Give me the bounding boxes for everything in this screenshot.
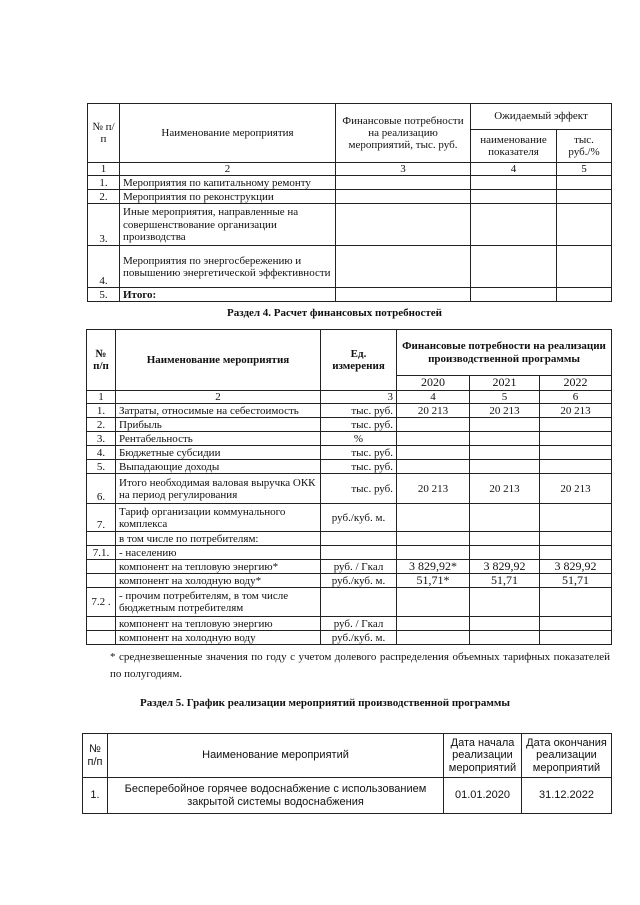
value-2021: 51,71 — [470, 574, 540, 588]
col-number: 4 — [471, 163, 557, 176]
schedule-table — [82, 733, 612, 814]
row-name: Мероприятия по энергосбережению и повышению энергетической эффективности — [120, 246, 336, 288]
value-2022 — [540, 504, 612, 532]
row-name: в том числе по потребителям: — [116, 532, 321, 546]
value-2022 — [540, 631, 612, 645]
value-2020 — [397, 418, 470, 432]
value-2021 — [470, 418, 540, 432]
value-2022 — [540, 546, 612, 560]
row-unit: тыс. руб. — [321, 460, 397, 474]
table-row — [87, 474, 612, 504]
year-header: 2021 — [470, 376, 540, 391]
value-2020: 51,71* — [397, 574, 470, 588]
col-header-num: № п/п — [88, 104, 120, 163]
value-2022: 20 213 — [540, 404, 612, 418]
value-2021 — [470, 532, 540, 546]
value-2021: 20 213 — [470, 474, 540, 504]
row-name: компонент на холодную воду — [116, 631, 321, 645]
year-header: 2022 — [540, 376, 612, 391]
row-name: Тариф организации коммунального комплекса — [116, 504, 321, 532]
col-header-name: Наименование мероприятия — [120, 104, 336, 163]
value-2022 — [540, 532, 612, 546]
col-header-name: Наименование мероприятия — [116, 330, 321, 391]
row-name: Прибыль — [116, 418, 321, 432]
row-name: Затраты, относимые на себестоимость — [116, 404, 321, 418]
row-number — [87, 560, 116, 574]
value-2021: 20 213 — [470, 404, 540, 418]
row-unit: руб. / Гкал — [321, 617, 397, 631]
value-2020 — [397, 504, 470, 532]
table-row — [87, 432, 612, 446]
value-2021 — [470, 546, 540, 560]
row-name: компонент на тепловую энергию — [116, 617, 321, 631]
row-number: 2. — [87, 418, 116, 432]
table-row — [88, 176, 612, 190]
row-name: компонент на тепловую энергию* — [116, 560, 321, 574]
row-unit: тыс. руб. — [321, 446, 397, 460]
end-date: 31.12.2022 — [522, 778, 612, 814]
table-row — [87, 446, 612, 460]
row-number: 7.2 . — [87, 588, 116, 617]
row-name: Итого необходимая валовая выручка ОКК на период регулирования — [116, 474, 321, 504]
table-row — [87, 574, 612, 588]
value-2020 — [397, 617, 470, 631]
row-number: 2. — [88, 190, 120, 204]
row-number: 4. — [87, 446, 116, 460]
col-number: 2 — [120, 163, 336, 176]
row-number — [87, 617, 116, 631]
col-number: 2 — [116, 391, 321, 404]
row-name: - населению — [116, 546, 321, 560]
row-name: Иные мероприятия, направленные на совершенствование организации производства — [120, 204, 336, 246]
footnote: * среднезвешенные значения по году с учетом долевого распределения объемных тарифных показателей по полугодиям. — [110, 651, 610, 680]
value-2020 — [397, 446, 470, 460]
row-name: Рентабельность — [116, 432, 321, 446]
value-2020: 20 213 — [397, 404, 470, 418]
value-2020 — [397, 460, 470, 474]
row-name: Выпадающие доходы — [116, 460, 321, 474]
value-2020 — [397, 432, 470, 446]
table-row — [87, 631, 612, 645]
value-2020: 3 829,92* — [397, 560, 470, 574]
row-number: 1. — [87, 404, 116, 418]
value-2020 — [397, 588, 470, 617]
row-unit: тыс. руб. — [321, 474, 397, 504]
value-2020 — [397, 631, 470, 645]
row-unit: % — [321, 432, 397, 446]
value-2021 — [470, 617, 540, 631]
row-number: 6. — [87, 474, 116, 504]
col-header-unit: тыс. руб./% — [557, 130, 612, 163]
table-row — [87, 504, 612, 532]
section-5-title: Раздел 5. График реализации мероприятий производственной программы — [140, 697, 510, 709]
value-2022 — [540, 460, 612, 474]
row-unit — [321, 588, 397, 617]
row-number — [87, 532, 116, 546]
row-number: 7.1. — [87, 546, 116, 560]
table-row — [87, 546, 612, 560]
value-2022: 20 213 — [540, 474, 612, 504]
row-unit: руб./куб. м. — [321, 504, 397, 532]
table-row — [83, 778, 612, 814]
col-number: 1 — [88, 163, 120, 176]
value-2021 — [470, 504, 540, 532]
col-header-fin: Финансовые потребности на реализации производственной программы — [397, 330, 612, 376]
row-number: 1. — [88, 176, 120, 190]
section-4-title: Раздел 4. Расчет финансовых потребностей — [227, 307, 443, 319]
table-row — [87, 560, 612, 574]
financial-needs-table — [86, 329, 612, 645]
value-2021 — [470, 460, 540, 474]
row-number — [87, 631, 116, 645]
value-2022: 3 829,92 — [540, 560, 612, 574]
col-header-fin: Финансовые потребности на реализацию мероприятий, тыс. руб. — [336, 104, 471, 163]
start-date: 01.01.2020 — [444, 778, 522, 814]
row-name: Бюджетные субсидии — [116, 446, 321, 460]
row-unit: тыс. руб. — [321, 418, 397, 432]
col-header-end: Дата окончания реализации мероприятий — [522, 734, 612, 778]
row-number: 4. — [88, 246, 120, 288]
col-number: 3 — [336, 163, 471, 176]
row-unit: руб./куб. м. — [321, 631, 397, 645]
row-unit: руб./куб. м. — [321, 574, 397, 588]
col-header-effect: Ожидаемый эффект — [471, 104, 612, 130]
col-header-indicator: наименование показателя — [471, 130, 557, 163]
col-header-start: Дата начала реализации мероприятий — [444, 734, 522, 778]
row-number: 5. — [87, 460, 116, 474]
row-unit — [321, 546, 397, 560]
table-row — [88, 246, 612, 288]
value-2022 — [540, 418, 612, 432]
value-2022 — [540, 446, 612, 460]
table-row — [87, 588, 612, 617]
row-name: Бесперебойное горячее водоснабжение с использованием закрытой системы водоснабжения — [108, 778, 444, 814]
table-row — [87, 460, 612, 474]
col-number: 3 — [321, 391, 397, 404]
row-name: Мероприятия по реконструкции — [120, 190, 336, 204]
table-row — [87, 404, 612, 418]
col-number: 6 — [540, 391, 612, 404]
value-2022 — [540, 588, 612, 617]
row-number — [87, 574, 116, 588]
row-unit — [321, 532, 397, 546]
table-row — [88, 190, 612, 204]
table-row — [87, 617, 612, 631]
col-header-num: № п/п — [83, 734, 108, 778]
row-number: 3. — [87, 432, 116, 446]
col-header-num: № п/п — [87, 330, 116, 391]
row-unit: тыс. руб. — [321, 404, 397, 418]
value-2022 — [540, 432, 612, 446]
table-row — [87, 418, 612, 432]
row-number: 1. — [83, 778, 108, 814]
row-name: Мероприятия по капитальному ремонту — [120, 176, 336, 190]
value-2021 — [470, 432, 540, 446]
activities-effect-table — [87, 103, 612, 302]
row-unit: руб. / Гкал — [321, 560, 397, 574]
value-2022 — [540, 617, 612, 631]
table-row — [88, 204, 612, 246]
table-row — [87, 532, 612, 546]
year-header: 2020 — [397, 376, 470, 391]
col-number: 5 — [557, 163, 612, 176]
value-2020 — [397, 532, 470, 546]
row-name: Итого: — [120, 288, 336, 302]
col-number: 5 — [470, 391, 540, 404]
row-number: 7. — [87, 504, 116, 532]
col-header-unit: Ед. измерения — [321, 330, 397, 391]
value-2021 — [470, 588, 540, 617]
value-2020: 20 213 — [397, 474, 470, 504]
value-2021: 3 829,92 — [470, 560, 540, 574]
value-2021 — [470, 446, 540, 460]
row-number: 5. — [88, 288, 120, 302]
value-2022: 51,71 — [540, 574, 612, 588]
row-number: 3. — [88, 204, 120, 246]
row-name: - прочим потребителям, в том числе бюджетным потребителям — [116, 588, 321, 617]
col-number: 4 — [397, 391, 470, 404]
col-header-name: Наименование мероприятий — [108, 734, 444, 778]
row-name: компонент на холодную воду* — [116, 574, 321, 588]
table-row — [88, 288, 612, 302]
value-2020 — [397, 546, 470, 560]
col-number: 1 — [87, 391, 116, 404]
value-2021 — [470, 631, 540, 645]
